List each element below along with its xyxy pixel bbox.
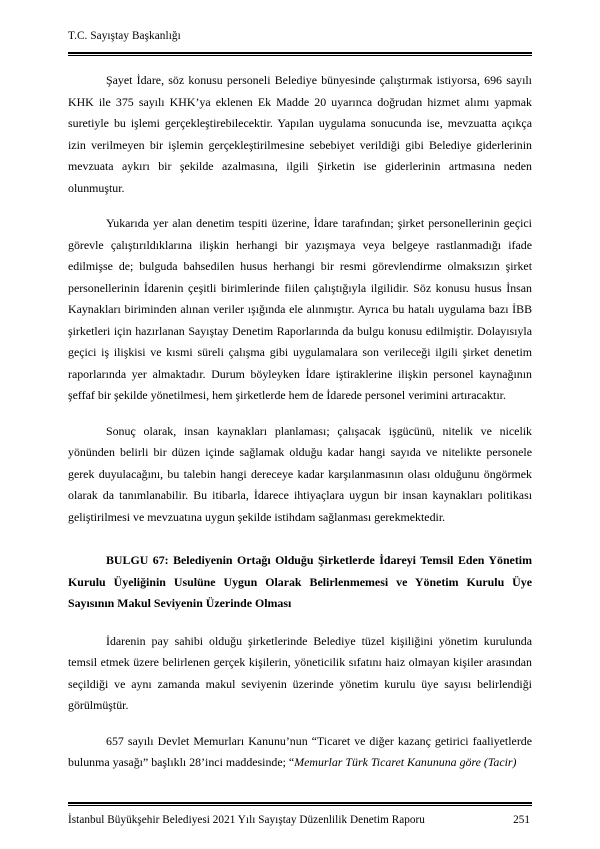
paragraph-1: Şayet İdare, söz konusu personeli Belediye bünyesinde çalıştırmak istiyorsa, 696 sayılı KHK ile 375 sayılı KHK’ya eklenen Ek Madde 20 uyarınca doğrudan hizmet alımı yapmak suretiyle bu işlemi gerçekleştirebilecektir. Yapılan uygulama sonucunda ise, mevzuatta açıkça izin verilmeyen bir işlemin gerçekleştirilmesine sebebiyet verildiği gibi Belediye giderlerinin mevzuata aykırı bir şekilde azalmasına, ilgili Şirketin ise giderlerinin artmasına neden olunmuştur. xyxy=(68,73,532,195)
paragraph-5-quote xyxy=(68,731,532,774)
page-content xyxy=(68,70,532,774)
paragraph-3: Sonuç olarak, insan kaynakları planlaması; çalışacak işgücünü, nitelik ve nicelik yönünden belirli bir düzen içinde sağlamak olduğu kadar hangi sayıda ve nitelikte personele gerek duyulacağını, bu talebin hangi dereceye kadar karşılanmasının olası olduğunu öngörmek olarak da tanımlanabilir. Bu itibarla, İdarece ihtiyaçlara uygun bir insan kaynakları politikası geliştirilmesi ve mevzuatına uygun şekilde istihdam sağlanması gerekmektedir. xyxy=(68,423,532,524)
footer-row xyxy=(68,813,532,827)
header-title: T.C. Sayıştay Başkanlığı xyxy=(68,30,181,42)
paragraph-4: İdarenin pay sahibi olduğu şirketlerinde Belediye tüzel kişiliğini yönetim kurulunda temsil etmek üzere belirlenen gerçek kişilerin, yöneticilik sıfatını haiz olmayan kişiler arasından seçildiği ve aynı zamanda makul seviyenin üzerinde yönetim kurulu üye sayısı belirlendiği görülmüştür. xyxy=(68,633,532,712)
footer-report-title: İstanbul Büyükşehir Belediyesi 2021 Yılı Sayıştay Düzenlilik Denetim Raporu xyxy=(68,814,425,826)
paragraph-2: Yukarıda yer alan denetim tespiti üzerine, İdare tarafından; şirket personellerinin geçici görevle çalıştırıldıklarına ilişkin herhangi bir yazışmaya veya belgeye rastlanmadığı ifade edilmişse de; bulguda bahsedilen husus herhangi bir resmi görevlendirme olmaksızın şirket personellerinin İdarenin çeşitli birimlerinde fiilen çalıştığıyla ilgilidir. Söz konusu husus İnsan Kaynakları biriminden alınan veriler ışığında ele alınmıştır. Ayrıca bu hatalı uygulama bazı İBB şirketleri için hazırlanan Sayıştay Denetim Raporlarında da bulgu konusu edilmiştir. Dolayısıyla geçici iş ilişkisi ve kısmi süreli çalışma gibi uygulamalara son verileceği ilgili şirket denetim raporlarında yer almaktadır. Durum böyleyken İdare iştiraklerine ilişkin personel kaynağının şeffaf bir şekilde yönetilmesi, hem şirketlerde hem de İdarede personel verimini artıracaktır. xyxy=(68,216,532,402)
header-divider xyxy=(68,52,532,56)
footer-divider xyxy=(68,802,532,806)
quote-italic-text: Memurlar Türk Ticaret Kanununa göre (Tacir) xyxy=(294,755,517,769)
quote-lead-text: 657 sayılı Devlet Memurları Kanunu’nun “Ticaret ve diğer kazanç getirici faaliyetlerde bulunma yasağı” başlıklı 28’inci maddesinde; xyxy=(68,733,532,769)
page-footer xyxy=(68,802,532,827)
page-header xyxy=(68,30,532,56)
quote-open-mark: “ xyxy=(288,755,295,769)
footer-page-number: 251 xyxy=(513,814,530,826)
finding-heading-bulgu-67: BULGU 67: Belediyenin Ortağı Olduğu Şirketlerde İdareyi Temsil Eden Yönetim Kurulu Üyeliğinin Usulüne Uygun Olarak Belirlenmemesi ve Yönetim Kurulu Üye Sayısının Makul Seviyenin Üzerinde Olması xyxy=(68,553,532,610)
